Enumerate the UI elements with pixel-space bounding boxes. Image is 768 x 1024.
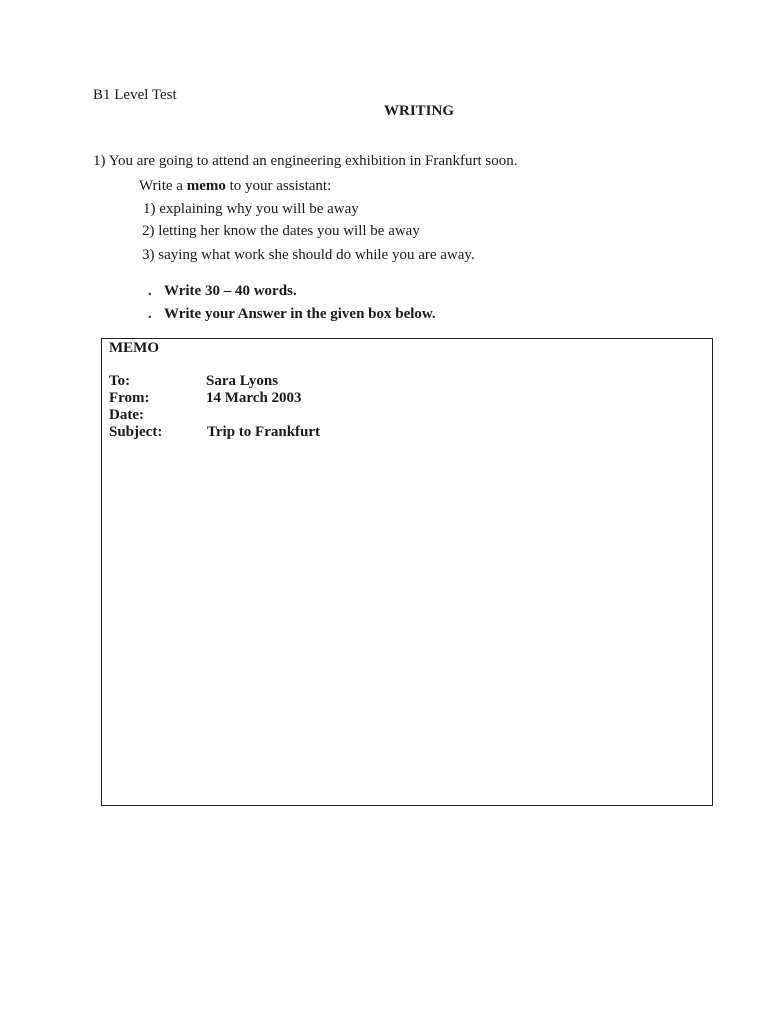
bullet-text: Write 30 – 40 words. [164,283,297,299]
memo-subject-value: Trip to Frankfurt [207,424,321,440]
section-title: WRITING [384,103,455,119]
instruction-bullet [148,306,436,323]
bullet-dot: . [148,306,152,322]
task-item: 1) explaining why you will be away [143,201,359,217]
instruction-prefix: Write a [139,178,187,194]
memo-from-value: 14 March 2003 [206,390,302,406]
memo-to-value: Sara Lyons [206,373,279,389]
question-prompt: 1) You are going to attend an engineering exhibition in Frankfurt soon. [93,153,518,169]
task-item: 3) saying what work she should do while you are away. [142,247,475,263]
document-header: B1 Level Test [93,87,177,103]
memo-subject-label: Subject: [109,424,163,440]
instruction-bullet [148,283,297,300]
memo-from-label: From: [109,390,150,406]
memo-date-label: Date: [109,407,144,423]
memo-to-label: To: [109,373,131,389]
instruction-suffix: to your assistant: [225,178,332,194]
bullet-text: Write your Answer in the given box below. [164,306,436,322]
memo-heading: MEMO [109,340,159,356]
question-instruction [139,178,331,195]
task-item: 2) letting her know the dates you will be away [142,223,420,239]
bullet-dot: . [148,283,152,299]
answer-box[interactable] [101,338,713,806]
instruction-bold-word: memo [186,178,226,194]
